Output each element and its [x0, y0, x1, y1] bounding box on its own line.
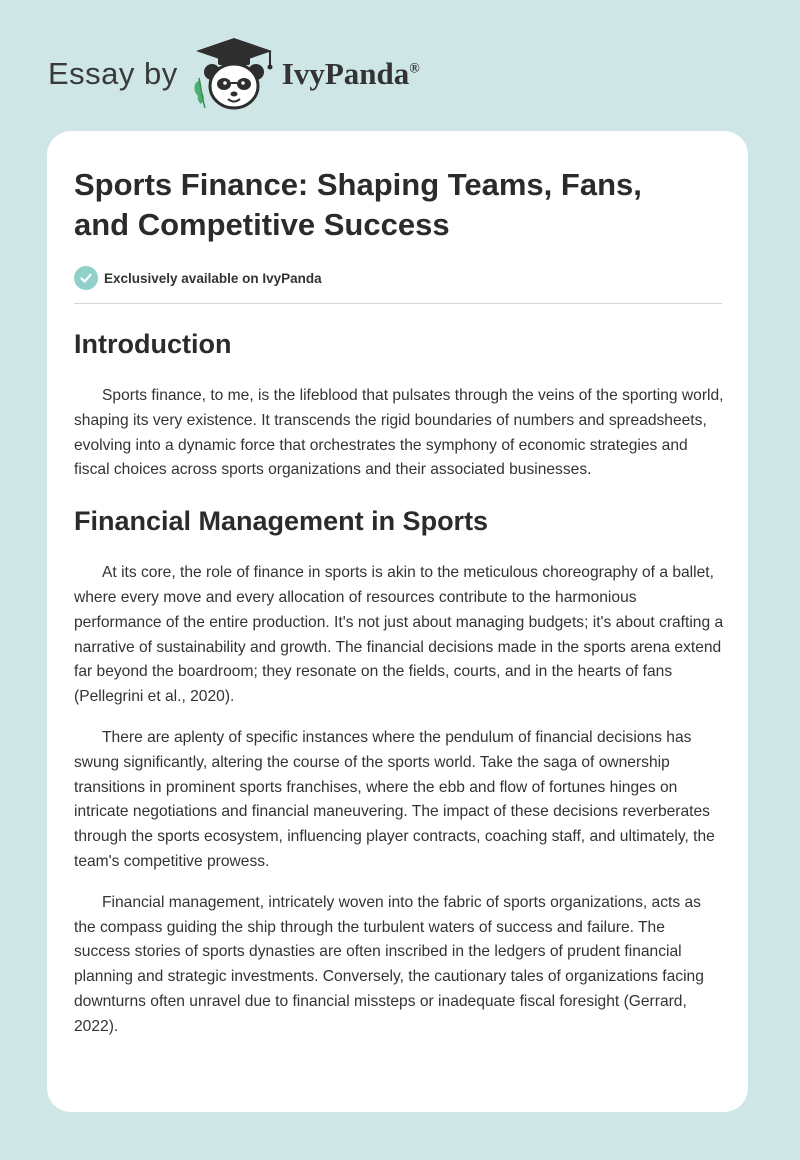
brand-name[interactable] — [282, 56, 420, 92]
essay-title-line-2: and Competitive Success — [74, 207, 450, 242]
essay-content — [74, 165, 724, 1040]
body-paragraph: Financial management, intricately woven into the fabric of sports organizations, acts as the compass guiding the ship through the turbulent waters of success and failure. The success stories of sports dynasties are often inscribed in the ledgers of prudent financial planning and strategic investments. Conversely, the cautionary tales of organizations facing downturns often unravel due to financial missteps or inadequate fiscal foresight (Gerrard, 2022). — [74, 893, 704, 1035]
exclusive-badge-label: Exclusively available on IvyPanda — [104, 270, 322, 286]
section-heading-financial-management: Financial Management in Sports — [74, 506, 489, 537]
registered-mark: ® — [409, 61, 420, 77]
brand-text: IvyPanda — [281, 56, 410, 91]
body-paragraph: At its core, the role of finance in sports is akin to the meticulous choreography of a ballet, where every move and every allocation of resources contribute to the harmonious performance of the entire production. It's not just about managing budgets; it's about crafting a narrative of sustainability and growth. The financial decisions made in the sports arena extend far beyond the boardroom; they resonate on the fields, courts, and in the hearts of fans (Pellegrini et al., 2020). — [74, 564, 724, 706]
panda-graduate-logo-icon[interactable] — [188, 34, 280, 114]
essay-by-label: Essay by — [48, 56, 178, 91]
exclusive-badge — [74, 265, 724, 291]
check-icon — [74, 266, 98, 290]
site-header — [48, 34, 420, 114]
essay-title-line-1: Sports Finance: Shaping Teams, Fans, — [74, 167, 642, 202]
intro-paragraph: Sports finance, to me, is the lifeblood that pulsates through the veins of the sporting world, shaping its very existence. It transcends the rigid boundaries of numbers and spreadsheets, evolving into a dynamic force that orchestrates the symphony of economic strategies and fiscal choices across sports organizations and their associated businesses. — [74, 387, 724, 479]
section-heading-introduction: Introduction — [74, 329, 232, 359]
essay-title — [74, 165, 724, 245]
body-paragraph: There are aplenty of specific instances where the pendulum of financial decisions has swung significantly, altering the course of the sports world. Take the saga of ownership transitions in prominent sports franchises, where the ebb and flow of fortunes hinges on intricate negotiations and financial maneuvering. The impact of these decisions reverberates through the sports ecosystem, influencing player contracts, coaching staff, and ultimately, the team's competitive prowess. — [74, 728, 715, 870]
essay-card — [47, 131, 748, 1112]
title-divider — [74, 303, 722, 304]
